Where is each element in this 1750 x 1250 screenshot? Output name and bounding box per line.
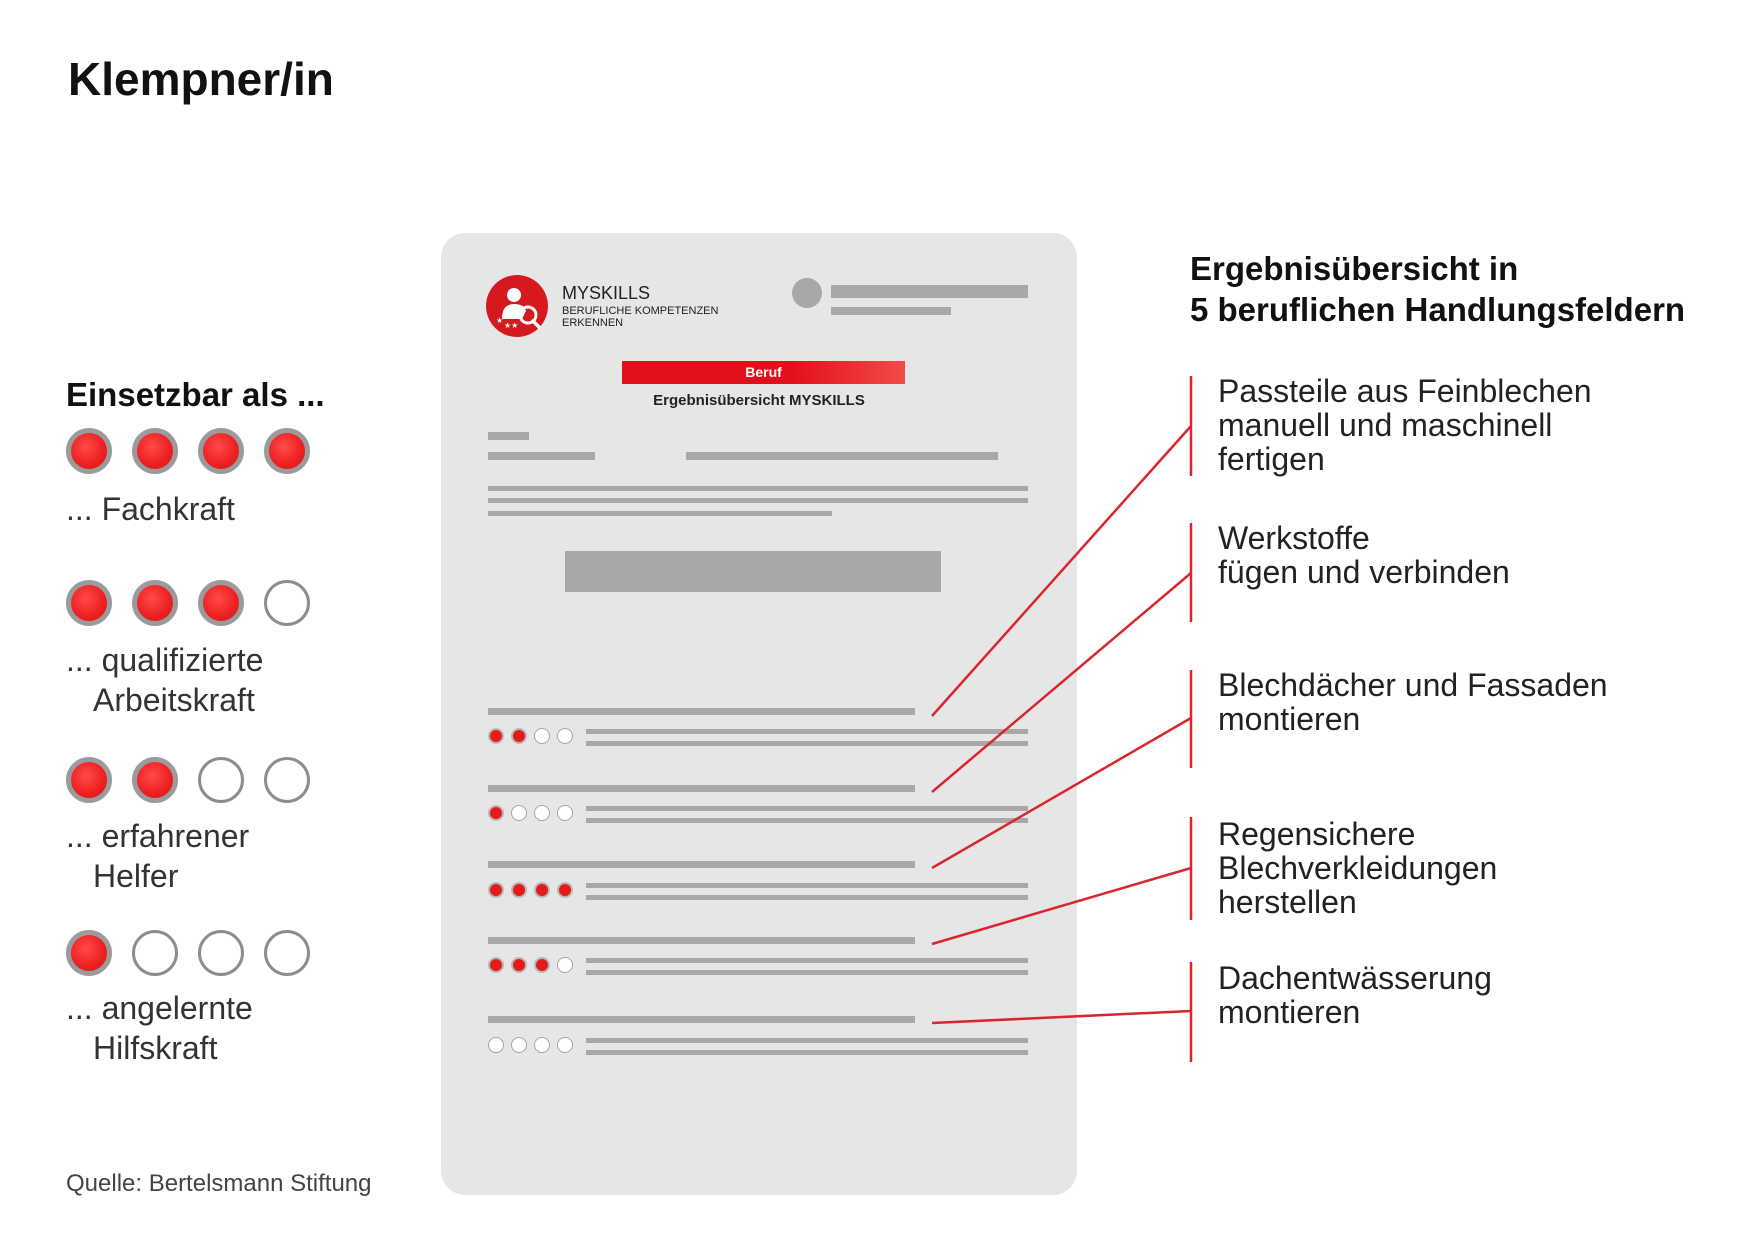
connector-line: [932, 573, 1191, 792]
connector-line: [932, 1011, 1191, 1023]
field-label-line: Dachentwässerung: [1218, 960, 1492, 996]
field-label-line: Blechverkleidungen: [1218, 850, 1498, 886]
page-title: Klempner/in: [68, 53, 334, 105]
level-label-line1: ... qualifizierte: [66, 642, 264, 678]
field-label-line: Blechdächer und Fassaden: [1218, 667, 1608, 703]
level-label-line1: ... erfahrener: [66, 818, 250, 854]
field-label-line: fertigen: [1218, 441, 1325, 477]
svg-text:★: ★: [496, 316, 504, 325]
beruf-bar: Beruf: [622, 361, 905, 384]
field-label-line: montieren: [1218, 701, 1361, 737]
fields-heading-line2: 5 beruflichen Handlungsfeldern: [1190, 291, 1686, 328]
level-label-line1: ... angelernte: [66, 990, 253, 1026]
level-label-line2: Helfer: [93, 858, 179, 894]
logo-subtitle: ERKENNEN: [562, 317, 624, 329]
field-label-regensichere: [1218, 817, 1497, 919]
field-label-line: montieren: [1218, 994, 1361, 1030]
field-label-line: manuell und maschinell: [1218, 407, 1553, 443]
source-note: Quelle: Bertelsmann Stiftung: [66, 1170, 372, 1197]
svg-text:★★: ★★: [504, 321, 519, 330]
logo-subtitle: BERUFLICHE KOMPETENZEN: [562, 305, 719, 317]
fields-heading-line1: Ergebnisübersicht in: [1190, 250, 1519, 287]
field-label-line: Passteile aus Feinblechen: [1218, 373, 1592, 409]
field-label-line: fügen und verbinden: [1218, 554, 1510, 590]
level-label-line2: Arbeitskraft: [93, 682, 255, 718]
legend-heading: Einsetzbar als ...: [66, 376, 325, 413]
document-subtitle: Ergebnisübersicht MYSKILLS: [653, 392, 865, 409]
fields-heading: [1190, 248, 1685, 330]
level-label-line1: ... Fachkraft: [66, 491, 235, 527]
field-label-dachentwaesserung: [1218, 961, 1492, 1029]
field-label-line: Regensichere: [1218, 816, 1416, 852]
level-label-line2: Hilfskraft: [93, 1030, 218, 1066]
field-label-passteile: [1218, 374, 1592, 476]
connector-line: [932, 426, 1191, 716]
connector-line: [932, 868, 1191, 944]
field-label-line: herstellen: [1218, 884, 1357, 920]
connector-line: [932, 718, 1191, 868]
field-label-blechdaecher: [1218, 668, 1608, 736]
field-label-werkstoffe: [1218, 521, 1510, 589]
field-label-line: Werkstoffe: [1218, 520, 1370, 556]
logo-title: MYSKILLS: [562, 283, 651, 303]
